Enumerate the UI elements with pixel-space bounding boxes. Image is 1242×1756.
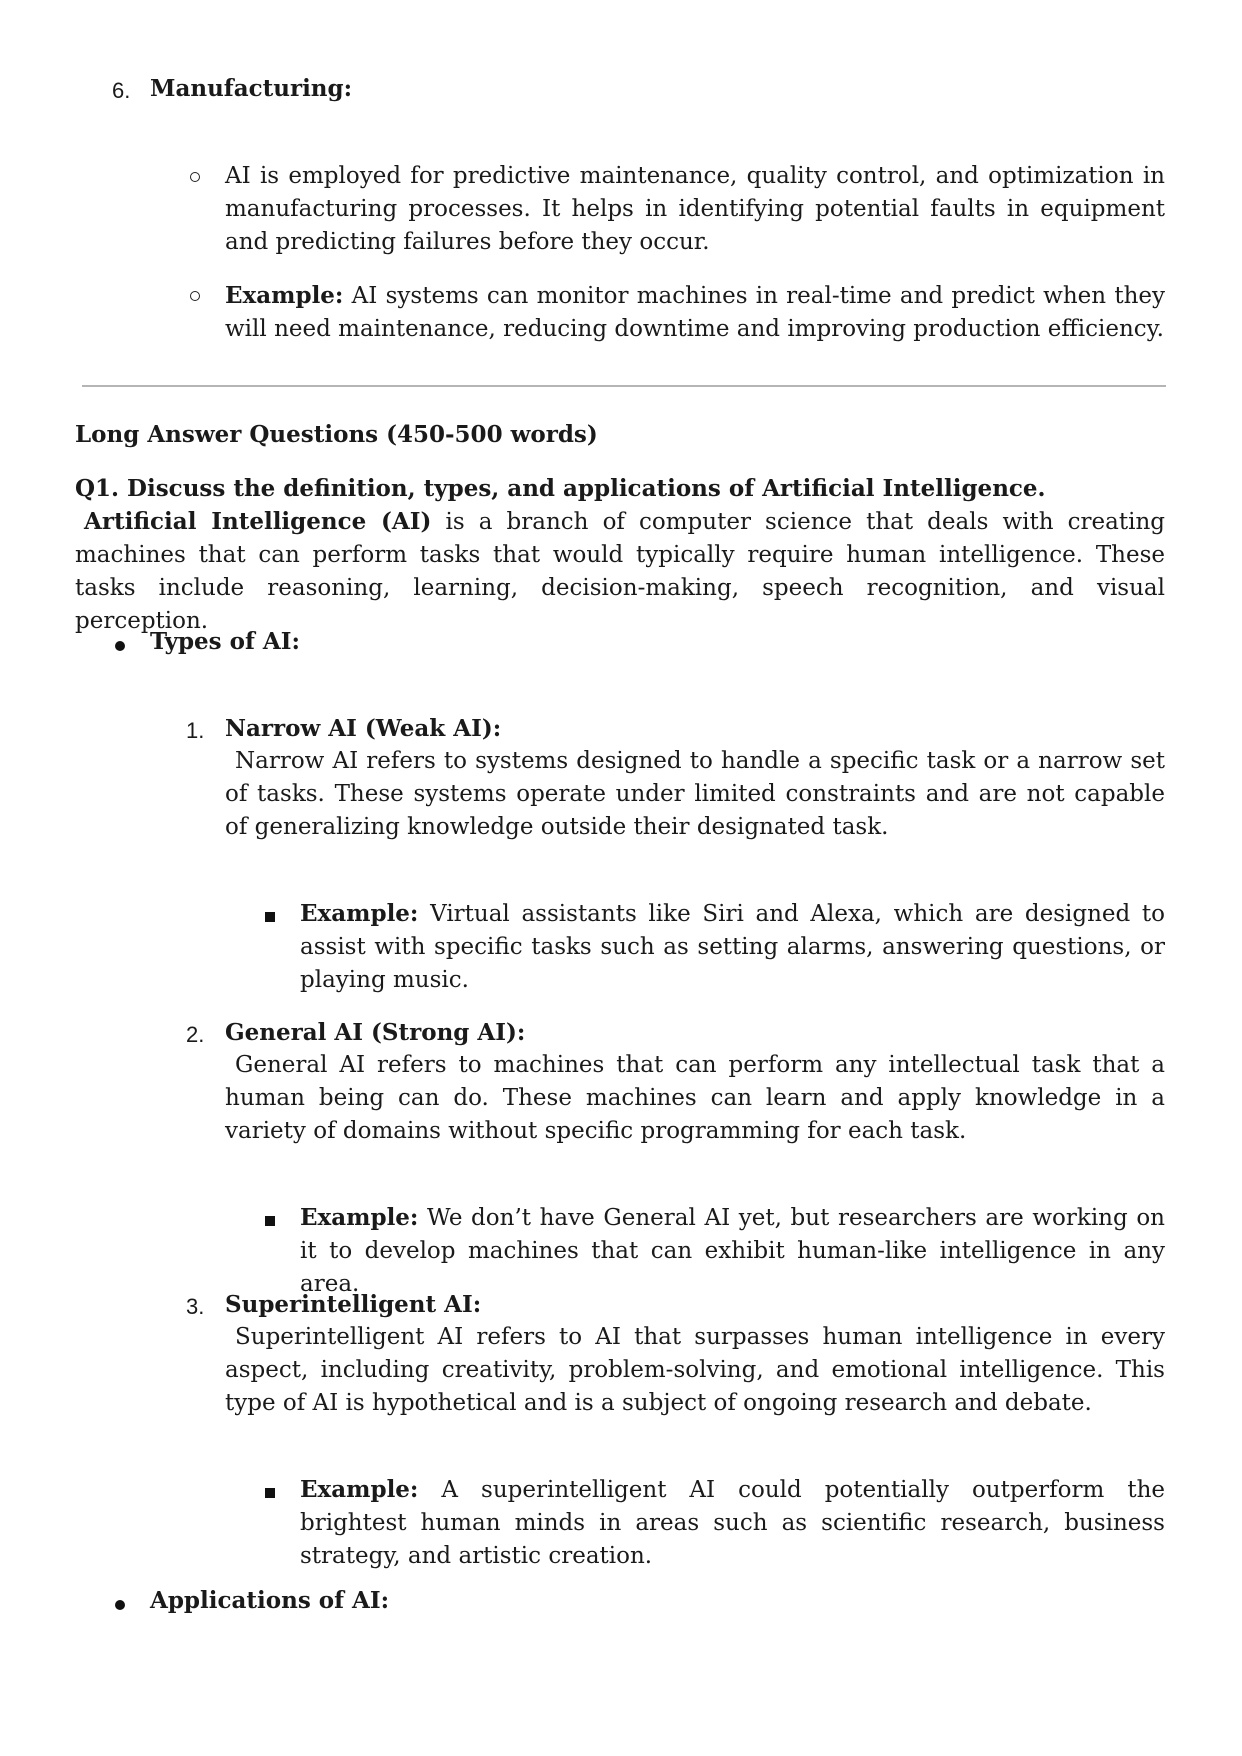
- example-text: We don’t have General AI yet, but researchers are working on it to develop machines that can exhibit human-like intelligence in any area.: [300, 1205, 1165, 1297]
- intro-term: Artificial Intelligence (AI): [84, 508, 432, 535]
- section-heading: Long Answer Questions (450-500 words): [75, 421, 598, 448]
- example-text: AI systems can monitor machines in real-time and predict when they will need maintenance, reducing downtime and improving production efficiency.: [225, 283, 1165, 342]
- type-example-general: [300, 1201, 1165, 1301]
- type-desc-general: General AI refers to machines that can perform any intellectual task that a human being can do. These machines can learn and apply knowledge in a variety of domains without specific programming for each task.: [225, 1052, 1165, 1144]
- list-number: 2.: [186, 1022, 205, 1047]
- disc-bullet-icon: [115, 641, 125, 651]
- example-text: A superintelligent AI could potentially outperform the brightest human minds in areas such as scientific research, business strategy, and artistic creation.: [300, 1477, 1165, 1569]
- type-title-narrow: Narrow AI (Weak AI):: [225, 715, 502, 742]
- type-desc-narrow: Narrow AI refers to systems designed to handle a specific task or a narrow set of tasks. These systems operate under limited constraints and are not capable of generalizing knowledge outside their designated task.: [225, 748, 1165, 840]
- example-label: Example:: [300, 1204, 419, 1231]
- type-desc-super: Superintelligent AI refers to AI that surpasses human intelligence in every aspect, including creativity, problem-solving, and emotional intelligence. This type of AI is hypothetical and is a subject of ongoing research and debate.: [225, 1324, 1165, 1416]
- manufacturing-example: [225, 279, 1165, 346]
- type-example-super: [300, 1473, 1165, 1573]
- types-heading: Types of AI:: [150, 628, 300, 655]
- circle-bullet-icon: [190, 172, 200, 182]
- intro-text: is a branch of computer science that deals with creating machines that can perform tasks that would typically require human intelligence. These tasks include reasoning, learning, decision-making, speech recognition, and visual perception.: [75, 509, 1166, 634]
- manufacturing-heading: Manufacturing:: [150, 75, 353, 102]
- manufacturing-bullet: AI is employed for predictive maintenance, quality control, and optimization in manufacturing processes. It helps in identifying potential faults in equipment and predicting failures before they occur.: [225, 163, 1165, 255]
- type-title-general: General AI (Strong AI):: [225, 1019, 526, 1046]
- disc-bullet-icon: [115, 1600, 125, 1610]
- list-number: 6.: [112, 78, 131, 103]
- list-number: 1.: [186, 718, 205, 743]
- list-number: 3.: [186, 1294, 205, 1319]
- example-label: Example:: [300, 1476, 419, 1503]
- square-bullet-icon: [265, 912, 275, 922]
- horizontal-divider: [82, 385, 1166, 387]
- intro-paragraph: [75, 505, 1165, 638]
- example-label: Example:: [225, 282, 344, 309]
- square-bullet-icon: [265, 1216, 275, 1226]
- type-example-narrow: [300, 897, 1165, 997]
- question-title: Q1. Discuss the definition, types, and applications of Artificial Intelligence.: [75, 475, 1046, 502]
- applications-heading: Applications of AI:: [150, 1587, 390, 1614]
- example-text: Virtual assistants like Siri and Alexa, which are designed to assist with specific tasks such as setting alarms, answering questions, or playing music.: [300, 901, 1165, 993]
- type-title-super: Superintelligent AI:: [225, 1291, 482, 1318]
- square-bullet-icon: [265, 1488, 275, 1498]
- example-label: Example:: [300, 900, 419, 927]
- circle-bullet-icon: [190, 291, 200, 301]
